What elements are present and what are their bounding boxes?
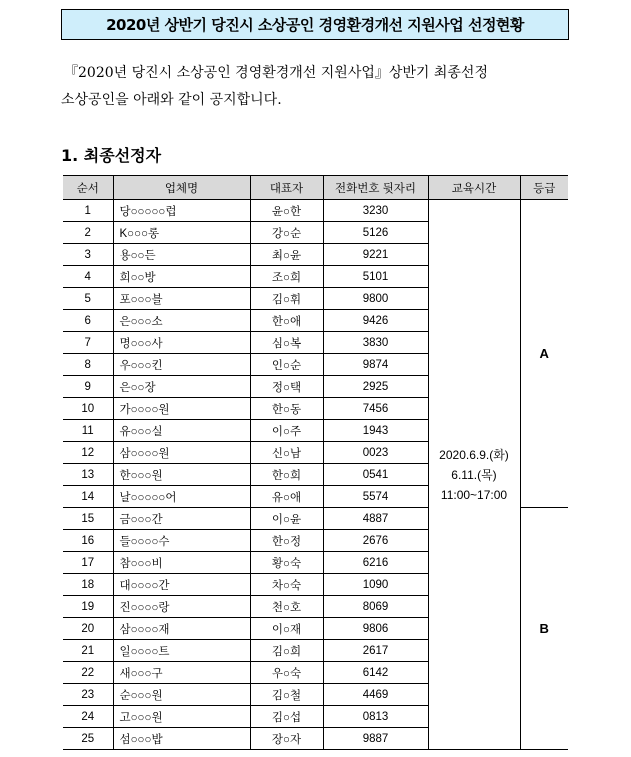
row-number: 19 <box>63 596 113 618</box>
row-number: 18 <box>63 574 113 596</box>
business-name: 포○○○블 <box>113 288 250 310</box>
representative: 인○순 <box>250 354 323 376</box>
business-name: 용○○든 <box>113 244 250 266</box>
business-name: 당○○○○○럽 <box>113 200 250 222</box>
row-number: 5 <box>63 288 113 310</box>
business-name: 참○○○비 <box>113 552 250 574</box>
row-number: 4 <box>63 266 113 288</box>
representative: 장○자 <box>250 728 323 750</box>
table-header-row <box>63 176 568 200</box>
phone-last-digits: 4469 <box>323 684 428 706</box>
phone-last-digits: 5126 <box>323 222 428 244</box>
row-number: 8 <box>63 354 113 376</box>
representative: 윤○한 <box>250 200 323 222</box>
representative: 신○남 <box>250 442 323 464</box>
phone-last-digits: 9806 <box>323 618 428 640</box>
intro-line-1: 『2020년 당진시 소상공인 경영환경개선 지원사업』상반기 최종선정 <box>64 65 488 81</box>
representative: 차○숙 <box>250 574 323 596</box>
business-name: 진○○○○랑 <box>113 596 250 618</box>
business-name: 우○○○킨 <box>113 354 250 376</box>
row-number: 6 <box>63 310 113 332</box>
business-name: 은○○○소 <box>113 310 250 332</box>
representative: 유○애 <box>250 486 323 508</box>
education-time: 11:00~17:00 <box>440 487 508 502</box>
row-number: 24 <box>63 706 113 728</box>
phone-last-digits: 1090 <box>323 574 428 596</box>
row-number: 2 <box>63 222 113 244</box>
representative: 우○숙 <box>250 662 323 684</box>
representative: 천○호 <box>250 596 323 618</box>
page-title: 2020년 상반기 당진시 소상공인 경영환경개선 지원사업 선정현황 <box>61 9 569 40</box>
business-name: 일○○○○트 <box>113 640 250 662</box>
section-heading: 1. 최종선정자 <box>61 146 162 165</box>
phone-last-digits: 5574 <box>323 486 428 508</box>
representative: 한○정 <box>250 530 323 552</box>
row-number: 10 <box>63 398 113 420</box>
row-number: 23 <box>63 684 113 706</box>
business-name: 고○○○원 <box>113 706 250 728</box>
representative: 김○휘 <box>250 288 323 310</box>
education-schedule <box>428 200 520 750</box>
education-date2: 6.11.(목) <box>451 467 497 482</box>
representative: 최○윤 <box>250 244 323 266</box>
phone-last-digits: 2925 <box>323 376 428 398</box>
row-number: 9 <box>63 376 113 398</box>
header-cell: 순서 <box>63 176 113 200</box>
phone-last-digits: 9887 <box>323 728 428 750</box>
business-name: 가○○○○원 <box>113 398 250 420</box>
header-cell: 업체명 <box>113 176 250 200</box>
row-number: 20 <box>63 618 113 640</box>
grade-b: B <box>520 508 568 750</box>
representative: 이○윤 <box>250 508 323 530</box>
business-name: 한○○○원 <box>113 464 250 486</box>
row-number: 12 <box>63 442 113 464</box>
row-number: 15 <box>63 508 113 530</box>
business-name: 새○○○구 <box>113 662 250 684</box>
business-name: K○○○롱 <box>113 222 250 244</box>
header-cell: 전화번호 뒷자리 <box>323 176 428 200</box>
phone-last-digits: 3830 <box>323 332 428 354</box>
selection-table <box>63 175 568 750</box>
phone-last-digits: 2617 <box>323 640 428 662</box>
phone-last-digits: 2676 <box>323 530 428 552</box>
grade-a: A <box>520 200 568 508</box>
business-name: 들○○○○수 <box>113 530 250 552</box>
phone-last-digits: 9800 <box>323 288 428 310</box>
intro-line-2: 소상공인을 아래와 같이 공지합니다. <box>61 92 282 108</box>
business-name: 희○○방 <box>113 266 250 288</box>
table-row <box>63 200 568 222</box>
row-number: 13 <box>63 464 113 486</box>
phone-last-digits: 5101 <box>323 266 428 288</box>
business-name: 대○○○○간 <box>113 574 250 596</box>
business-name: 유○○○실 <box>113 420 250 442</box>
row-number: 22 <box>63 662 113 684</box>
representative: 김○희 <box>250 640 323 662</box>
row-number: 11 <box>63 420 113 442</box>
header-cell: 교육시간 <box>428 176 520 200</box>
header-cell: 등급 <box>520 176 568 200</box>
representative: 한○희 <box>250 464 323 486</box>
representative: 한○동 <box>250 398 323 420</box>
representative: 이○주 <box>250 420 323 442</box>
business-name: 삼○○○○재 <box>113 618 250 640</box>
business-name: 날○○○○○어 <box>113 486 250 508</box>
phone-last-digits: 8069 <box>323 596 428 618</box>
row-number: 1 <box>63 200 113 222</box>
education-date: 2020.6.9.(화) <box>439 447 509 462</box>
intro-paragraph <box>61 60 575 114</box>
row-number: 25 <box>63 728 113 750</box>
row-number: 16 <box>63 530 113 552</box>
phone-last-digits: 6216 <box>323 552 428 574</box>
phone-last-digits: 9221 <box>323 244 428 266</box>
phone-last-digits: 0541 <box>323 464 428 486</box>
phone-last-digits: 6142 <box>323 662 428 684</box>
phone-last-digits: 0813 <box>323 706 428 728</box>
phone-last-digits: 7456 <box>323 398 428 420</box>
representative: 김○철 <box>250 684 323 706</box>
business-name: 섬○○○밥 <box>113 728 250 750</box>
representative: 김○섭 <box>250 706 323 728</box>
representative: 정○택 <box>250 376 323 398</box>
phone-last-digits: 9874 <box>323 354 428 376</box>
business-name: 명○○○사 <box>113 332 250 354</box>
phone-last-digits: 9426 <box>323 310 428 332</box>
representative: 심○복 <box>250 332 323 354</box>
representative: 이○재 <box>250 618 323 640</box>
representative: 조○희 <box>250 266 323 288</box>
row-number: 7 <box>63 332 113 354</box>
phone-last-digits: 1943 <box>323 420 428 442</box>
business-name: 순○○○원 <box>113 684 250 706</box>
phone-last-digits: 4887 <box>323 508 428 530</box>
header-cell: 대표자 <box>250 176 323 200</box>
row-number: 21 <box>63 640 113 662</box>
phone-last-digits: 0023 <box>323 442 428 464</box>
phone-last-digits: 3230 <box>323 200 428 222</box>
representative: 강○순 <box>250 222 323 244</box>
business-name: 은○○장 <box>113 376 250 398</box>
business-name: 삼○○○○원 <box>113 442 250 464</box>
representative: 황○숙 <box>250 552 323 574</box>
row-number: 3 <box>63 244 113 266</box>
row-number: 17 <box>63 552 113 574</box>
business-name: 금○○○간 <box>113 508 250 530</box>
row-number: 14 <box>63 486 113 508</box>
representative: 한○애 <box>250 310 323 332</box>
